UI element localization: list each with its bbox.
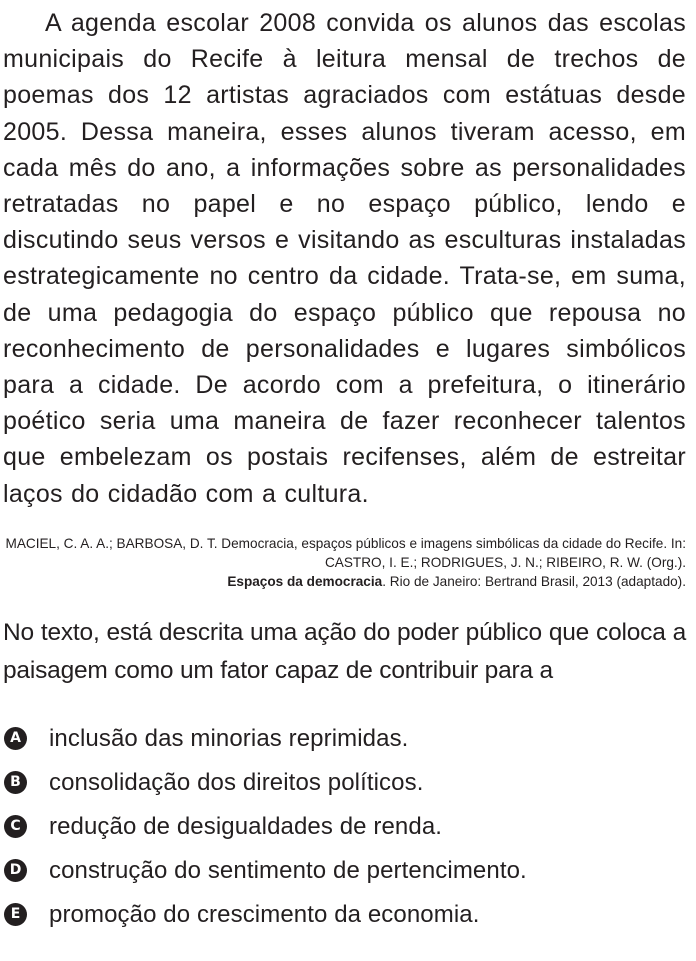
option-text: inclusão das minorias reprimidas. [49, 724, 409, 752]
option-letter-badge: E [4, 903, 27, 926]
option-letter-badge: C [4, 815, 27, 838]
option-letter-badge: B [4, 771, 27, 794]
option-text: consolidação dos direitos políticos. [49, 768, 424, 796]
option-text: construção do sentimento de pertencimento. [49, 856, 527, 884]
option-b[interactable] [3, 761, 686, 805]
passage-paragraph: A agenda escolar 2008 convida os alunos das escolas municipais do Recife à leitura mensal de trechos de poemas dos 12 artistas agraciados com estátuas desde 2005. Dessa maneira, esses alunos tiveram acesso, em cada mês do ano, a informações sobre as personalidades retratadas no papel e no espaço público, lendo e discutindo seus versos e visitando as esculturas instaladas estrategicamente no centro da cidade. Trata-se, em suma, de uma pedagogia do espaço público que repousa no reconhecimento de personalidades e lugares simbólicos para a cidade. De acordo com a prefeitura, o itinerário poético seria uma maneira de fazer reconhecer talentos que embelezam os postais recifenses, além de estreitar laços do cidadão com a cultura. [3, 9, 686, 508]
option-text: redução de desigualdades de renda. [49, 812, 443, 840]
option-text: promoção do crescimento da economia. [49, 900, 480, 928]
citation-work-title: Espaços da democracia [227, 573, 383, 589]
source-citation [3, 534, 686, 591]
option-letter-badge: D [4, 859, 27, 882]
question-page [3, 5, 686, 937]
citation-publisher: . Rio de Janeiro: Bertrand Brasil, 2013 (adaptado). [382, 573, 686, 589]
question-stem: No texto, está descrita uma ação do poder público que coloca a paisagem como um fator capaz de contribuir para a [3, 618, 686, 684]
option-c[interactable] [3, 805, 686, 849]
option-d[interactable] [3, 849, 686, 893]
answer-options [3, 717, 686, 937]
option-a[interactable] [3, 717, 686, 761]
option-letter-badge: A [4, 727, 27, 750]
option-e[interactable] [3, 893, 686, 937]
citation-reference: MACIEL, C. A. A.; BARBOSA, D. T. Democracia, espaços públicos e imagens simbólicas da cidade do Recife. In: CASTRO, I. E.; RODRIGUES, J. N.; RIBEIRO, R. W. (Org.). [5, 535, 686, 570]
